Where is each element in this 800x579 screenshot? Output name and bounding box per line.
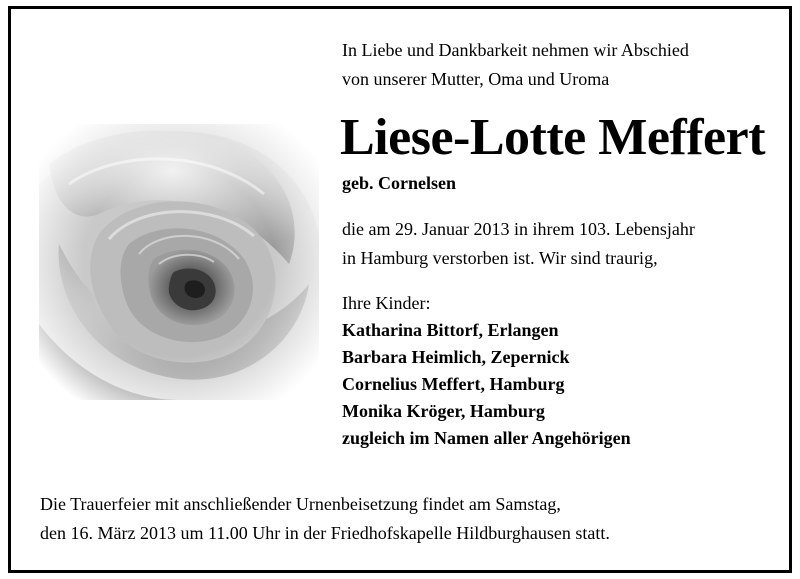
- funeral-details: [40, 490, 610, 548]
- intro-line-1: In Liebe und Dankbarkeit nehmen wir Abschied: [342, 40, 689, 60]
- mourners-list: [342, 290, 631, 452]
- mourner-item: Cornelius Meffert, Hamburg: [342, 374, 565, 394]
- funeral-line-1: Die Trauerfeier mit anschließender Urnenbeisetzung findet am Samstag,: [40, 494, 561, 514]
- mourners-heading: Ihre Kinder:: [342, 293, 431, 313]
- rose-photo-icon: [39, 124, 319, 400]
- death-line-2: in Hamburg verstorben ist. Wir sind traurig,: [342, 248, 658, 268]
- birth-name: geb. Cornelsen: [342, 173, 456, 193]
- deceased-name: Liese-Lotte Meffert: [340, 109, 766, 166]
- mourner-item: Barbara Heimlich, Zepernick: [342, 347, 570, 367]
- death-line-1: die am 29. Januar 2013 in ihrem 103. Lebensjahr: [342, 219, 695, 239]
- mourner-item: Monika Kröger, Hamburg: [342, 401, 545, 421]
- funeral-line-2: den 16. März 2013 um 11.00 Uhr in der Friedhofskapelle Hildburghausen statt.: [40, 523, 610, 543]
- intro-text: [342, 36, 689, 94]
- death-notice: [342, 215, 695, 273]
- mourner-item: Katharina Bittorf, Erlangen: [342, 320, 559, 340]
- mourners-closing: zugleich im Namen aller Angehörigen: [342, 428, 631, 448]
- intro-line-2: von unserer Mutter, Oma und Uroma: [342, 69, 610, 89]
